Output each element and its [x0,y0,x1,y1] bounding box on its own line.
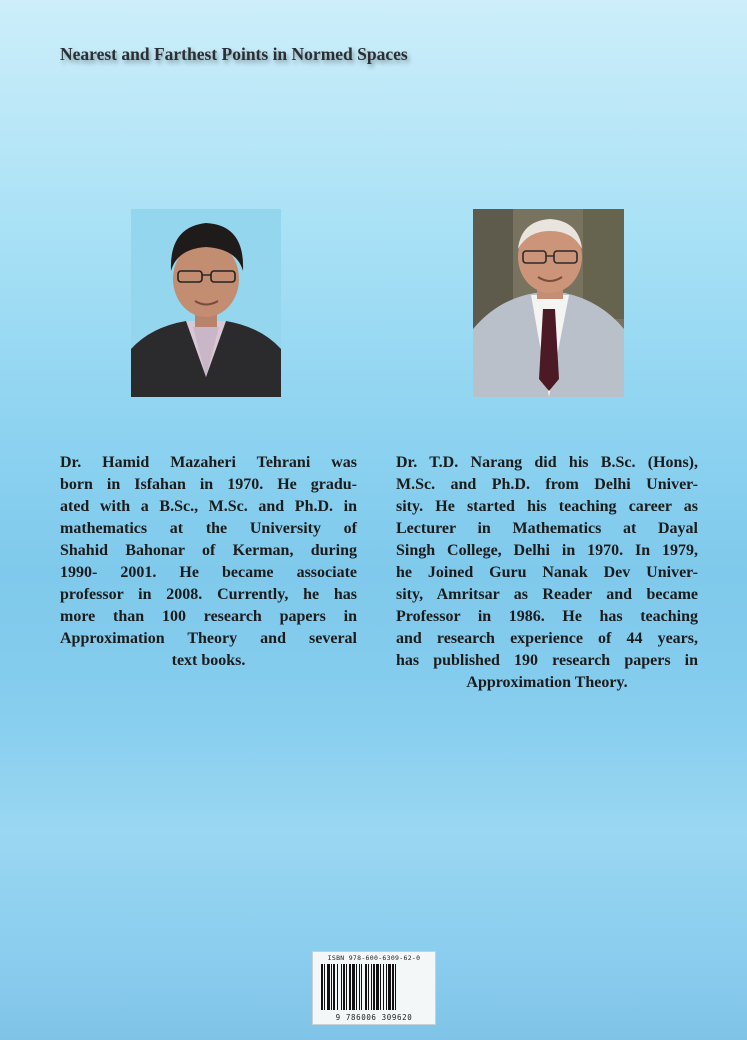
barcode-bar [352,964,355,1010]
barcode-digits: 9 786006 309620 [335,1013,413,1022]
bio-line: and research experience of 44 years, [396,630,698,647]
barcode-bar [383,964,384,1010]
bio-line: ated with a B.Sc., M.Sc. and Ph.D. in [60,498,357,515]
bio-line: Lecturer in Mathematics at Dayal [396,520,698,537]
author-bio-narang [396,452,698,694]
barcode-bar [346,964,347,1010]
barcode-bar [341,964,342,1010]
barcode-bar [388,964,391,1010]
barcode-bar [373,964,375,1010]
barcode-bar [321,964,323,1010]
bio-line: 1990- 2001. He became associate [60,564,357,581]
bio-line: more than 100 research papers in [60,608,357,625]
barcode-bar [349,964,351,1010]
book-title: Nearest and Farthest Points in Normed Spaces [60,44,408,64]
bio-line: Approximation Theory and several [60,630,357,647]
bio-line: Approximation Theory. [466,674,628,691]
barcode-bar [356,964,357,1010]
barcode-bar [333,964,335,1010]
bio-line: Shahid Bahonar of Kerman, during [60,542,357,559]
bio-line: text books. [171,652,246,669]
bio-line: Singh College, Delhi in 1970. In 1979, [396,542,698,559]
barcode-bar [331,964,332,1010]
bio-line: sity, Amritsar as Reader and became [396,586,698,603]
isbn-barcode [312,951,436,1025]
barcode-bar [380,964,381,1010]
bio-line: he Joined Guru Nanak Dev Univer- [396,564,698,581]
barcode-bar [371,964,372,1010]
barcode-bars [321,964,427,1010]
bio-line: born in Isfahan in 1970. He gradu- [60,476,357,493]
bio-line: Professor in 1986. He has teaching [396,608,698,625]
barcode-bar [327,964,330,1010]
barcode-bar [368,964,369,1010]
barcode-bar [359,964,360,1010]
author-bio-mazaheri [60,452,357,672]
bio-line: professor in 2008. Currently, he has [60,586,357,603]
barcode-bar [376,964,379,1010]
barcode-bar [337,964,338,1010]
bio-line: M.Sc. and Ph.D. from Delhi Univer- [396,476,698,493]
barcode-bar [324,964,325,1010]
barcode-bar [395,964,396,1010]
author-photo-mazaheri [131,209,281,397]
bio-line: Dr. Hamid Mazaheri Tehrani was [60,454,357,471]
bio-line: has published 190 research papers in [396,652,698,669]
barcode-bar [392,964,394,1010]
barcode-bar [386,964,387,1010]
barcode-bar [343,964,345,1010]
isbn-label: ISBN 978-600-6309-62-0 [327,954,421,962]
barcode-bar [365,964,367,1010]
bio-line: mathematics at the University of [60,520,357,537]
barcode-bar [361,964,362,1010]
bio-line: sity. He started his teaching career as [396,498,698,515]
author-photo-narang [473,209,624,397]
bio-line: Dr. T.D. Narang did his B.Sc. (Hons), [396,454,698,471]
